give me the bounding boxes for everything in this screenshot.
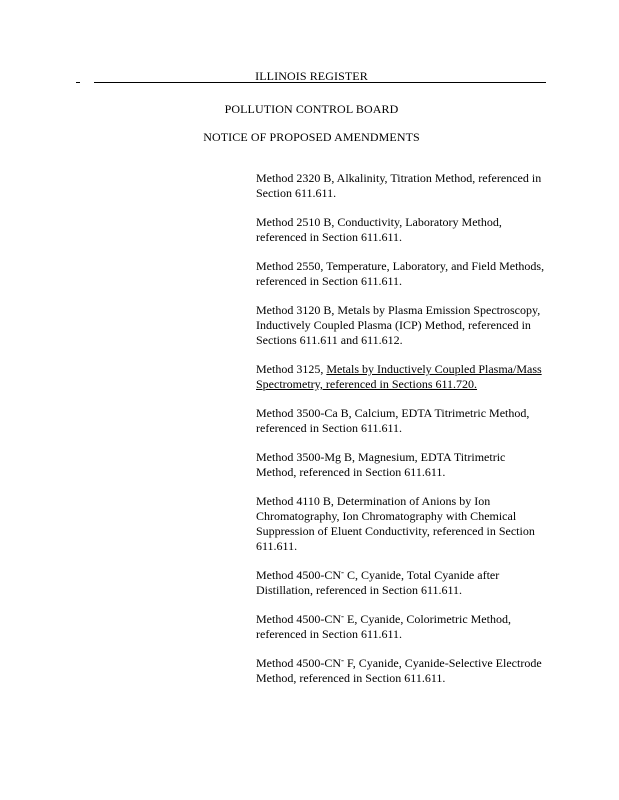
method-text: Method 4500-CN [256,656,341,670]
method-superscript: - [341,655,344,665]
method-superscript: - [341,611,344,621]
method-item [256,612,548,642]
method-item [256,215,548,245]
board-title: POLLUTION CONTROL BOARD [224,102,399,116]
method-item [256,362,548,392]
method-text: Method 2320 B, Alkalinity, Titration Method, referenced in Section 611.611. [256,171,542,200]
method-item [256,450,548,480]
method-list [256,171,548,700]
method-text: C, Cyanide, Total Cyanide after Distillation, referenced in Section 611.611. [256,568,500,597]
method-item [256,494,548,554]
method-item [256,303,548,348]
method-text: Method 4500-CN [256,612,341,626]
method-text: Method 3125, [256,362,327,376]
method-text: Method 3500-Mg B, Magnesium, EDTA Titrimetric Method, referenced in Section 611.611. [256,450,506,479]
method-text: E, Cyanide, Colorimetric Method, referenced in Section 611.611. [256,612,511,641]
method-text: Method 2550, Temperature, Laboratory, and Field Methods, referenced in Section 611.611. [256,259,545,288]
notice-title: NOTICE OF PROPOSED AMENDMENTS [203,130,420,144]
method-text: Method 3120 B, Metals by Plasma Emission Spectroscopy, Inductively Coupled Plasma (ICP) Method, referenced in Sections 611.611 and 611.612. [256,303,541,347]
method-text: F, Cyanide, Cyanide-Selective Electrode Method, referenced in Section 611.611. [256,656,542,685]
method-item [256,171,548,201]
method-item [256,656,548,686]
method-text: Method 2510 B, Conductivity, Laboratory Method, referenced in Section 611.611. [256,215,502,244]
method-item [256,259,548,289]
method-text-added: Metals by Inductively Coupled Plasma/Mass Spectrometry, referenced in Sections 611.720. [256,362,542,391]
method-item [256,406,548,436]
method-text: Method 4110 B, Determination of Anions by Ion Chromatography, Ion Chromatography with Chemical Suppression of Eluent Conductivity, referenced in Section 611.611. [256,494,535,553]
method-text: Method 3500-Ca B, Calcium, EDTA Titrimetric Method, referenced in Section 611.611. [256,406,530,435]
method-item [256,568,548,598]
method-superscript: - [341,567,344,577]
method-text: Method 4500-CN [256,568,341,582]
register-title: ILLINOIS REGISTER [255,69,368,83]
